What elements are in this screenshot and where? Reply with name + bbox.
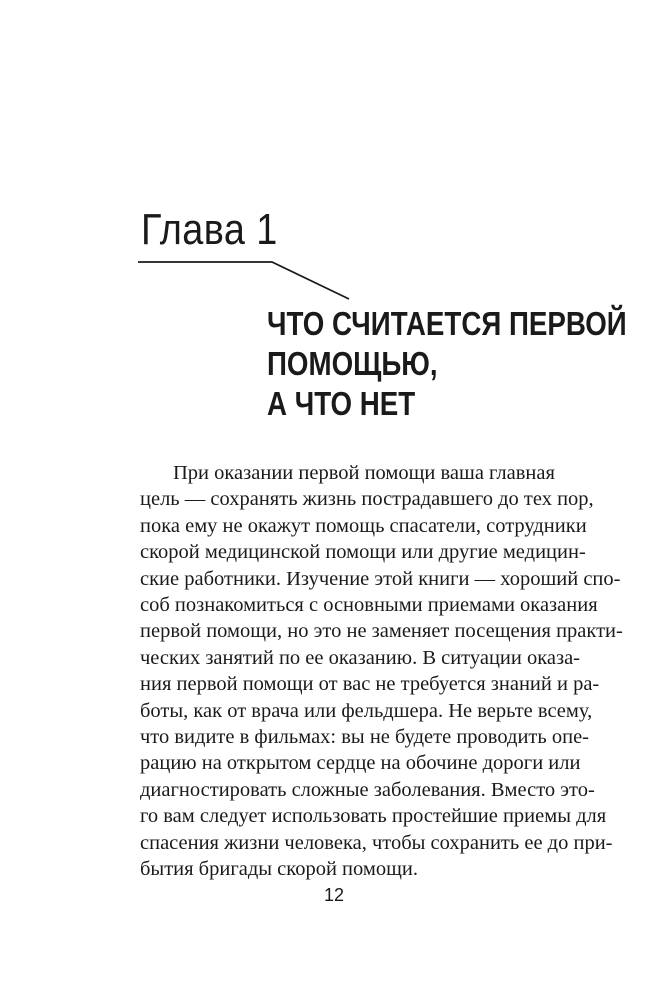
text-line: что видите в фильмах: вы не будете проводить опе-: [140, 726, 589, 749]
text-line: рацию на открытом сердце на обочине дороги или: [140, 752, 581, 775]
text-line: го вам следует использовать простейшие приемы для: [140, 805, 607, 828]
chapter-title-line: А ЧТО НЕТ: [267, 385, 416, 422]
chapter-title: [267, 304, 627, 424]
text-line: соб познакомиться с основными приемами оказания: [140, 594, 598, 617]
text-line: пока ему не окажут помощь спасатели, сотрудники: [140, 514, 587, 537]
text-line: диагностировать сложные заболевания. Вместо это-: [140, 778, 595, 801]
body-paragraph: [140, 460, 623, 883]
chapter-title-line: ЧТО СЧИТАЕТСЯ ПЕРВОЙ: [267, 305, 627, 342]
text-line: скорой медицинской помощи или другие медицин-: [140, 541, 586, 564]
text-line: первой помощи, но это не заменяет посещения практи-: [140, 620, 623, 643]
chapter-title-line: ПОМОЩЬЮ,: [267, 345, 438, 382]
text-line: ния первой помощи от вас не требуется знаний и ра-: [140, 673, 600, 696]
text-line: спасения жизни человека, чтобы сохранить ее до при-: [140, 831, 613, 854]
text-line: боты, как от врача или фельдшера. Не верьте всему,: [140, 699, 593, 722]
text-line: При оказании первой помощи ваша главная: [173, 462, 555, 484]
text-line: цель — сохранять жизнь пострадавшего до тех пор,: [140, 488, 594, 511]
text-line: ческих занятий по ее оказанию. В ситуации оказа-: [140, 646, 581, 669]
chapter-label: Глава 1: [141, 205, 278, 254]
text-line: ские работники. Изучение этой книги — хороший спо-: [140, 567, 621, 590]
text-line: бытия бригады скорой помощи.: [140, 858, 418, 881]
page-number: 12: [323, 885, 345, 905]
